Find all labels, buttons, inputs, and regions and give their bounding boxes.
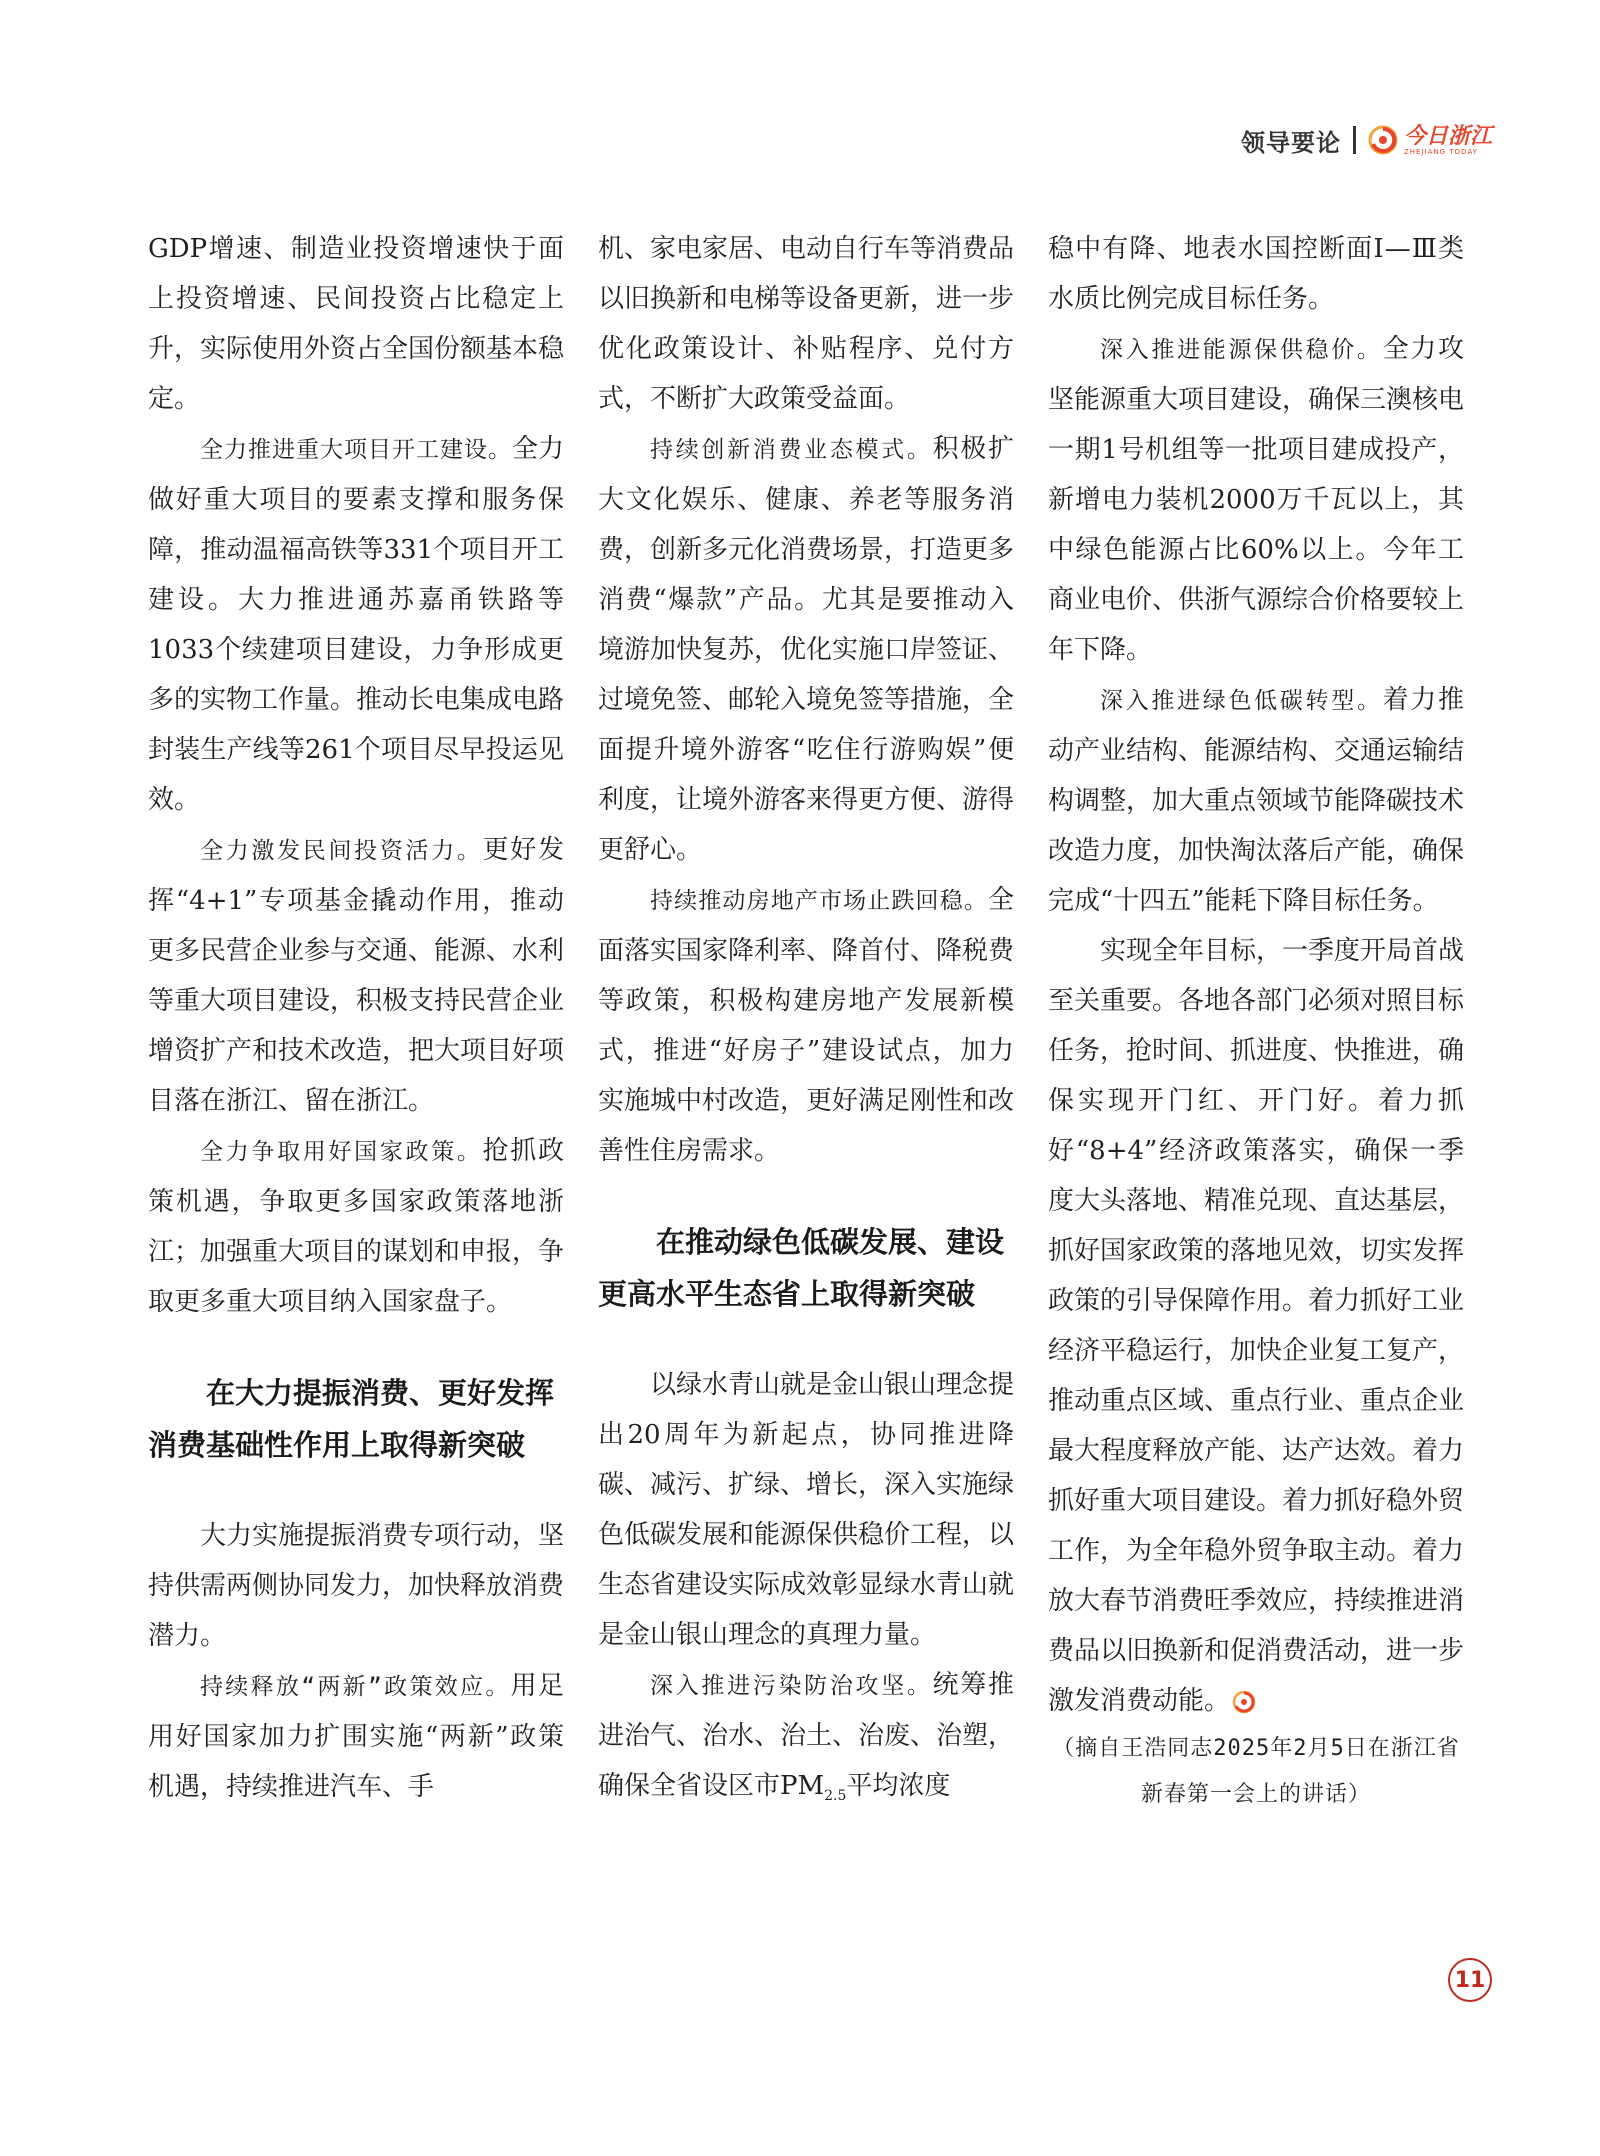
paragraph: 机、家电家居、电动自行车等消费品以旧换新和电梯等设备更新，进一步优化政策设计、补贴程序、兑付方式，不断扩大政策受益面。 [598, 234, 1015, 414]
paragraph: 深入推进污染防治攻坚。统筹推进治气、治水、治土、治废、治塑，确保全省设区市$PM_{2.5}$平均浓度 [598, 1670, 1015, 1805]
paragraph: 全力推进重大项目开工建设。全力做好重大项目的要素支撑和服务保障，推动温福高铁等331个项目开工建设。大力推进通苏嘉甬铁路等1033个续建项目建设，力争形成更多的实物工作量。推动长电集成电路封装生产线等261个项目尽早投运见效。 [148, 434, 565, 815]
paragraph: 实现全年目标，一季度开局首战至关重要。各地各部门必须对照目标任务，抢时间、抓进度、快推进，确保实现开门红、开门好。着力抓好“8+4”经济政策落实，确保一季度大头落地、精准兑现、直达基层，抓好国家政策的落地见效，切实发挥政策的引导保障作用。着力抓好工业经济平稳运行，加快企业复工复产，推动重点区域、重点行业、重点企业最大程度释放产能、达产达效。着力抓好重大项目建设。着力抓好稳外贸工作，为全年稳外贸争取主动。着力放大春节消费旺季效应，持续推进消费品以旧换新和促消费活动，进一步激发消费动能。 [1048, 936, 1465, 1716]
brand-name-en: ZHEJIANG TODAY [1403, 147, 1478, 156]
paragraph-lead: 持续创新消费业态模式。 [650, 437, 933, 463]
paragraph: 以绿水青山就是金山银山理念提出20周年为新起点，协同推进降碳、减污、扩绿、增长，深入实施绿色低碳发展和能源保供稳价工程，以生态省建设实际成效彰显绿水青山就是金山银山理念的真理力量。 [598, 1370, 1015, 1650]
paragraph: 深入推进绿色低碳转型。着力推动产业结构、能源结构、交通运输结构调整，加大重点领域节能降碳技术改造力度，加快淘汰落后产能，确保完成“十四五”能耗下降目标任务。 [1048, 685, 1465, 916]
brand-name: 今日浙江 [1403, 122, 1492, 149]
paragraph: 稳中有降、地表水国控断面Ⅰ—Ⅲ类水质比例完成目标任务。 [1048, 234, 1464, 314]
paragraph-lead: 深入推进能源保供稳价。 [1100, 337, 1383, 363]
paragraph-lead: 持续释放“两新”政策效应。 [200, 1674, 511, 1700]
column-1 [148, 224, 564, 1812]
paragraph-lead: 深入推进污染防治攻坚。 [650, 1673, 933, 1699]
swirl-logo-icon [1368, 125, 1398, 155]
paragraph: 持续推动房地产市场止跌回稳。全面落实国家降利率、降首付、降税费等政策，积极构建房地产发展新模式，推进“好房子”建设试点，加力实施城中村改造，更好满足刚性和改善性住房需求。 [598, 885, 1015, 1166]
column-3 [1048, 224, 1464, 1818]
section-name: 领导要论 [1240, 128, 1341, 157]
paragraph: 深入推进能源保供稳价。全力攻坚能源重大项目建设，确保三澳核电一期1号机组等一批项目建成投产，新增电力装机2000万千瓦以上，其中绿色能源占比60%以上。今年工商业电价、供浙气源综合价格要较上年下降。 [1048, 334, 1465, 665]
paragraph: 持续创新消费业态模式。积极扩大文化娱乐、健康、养老等服务消费，创新多元化消费场景，打造更多消费“爆款”产品。尤其是要推动入境游加快复苏，优化实施口岸签证、过境免签、邮轮入境免签等措施，全面提升境外游客“吃住行游购娱”便利度，让境外游客来得更方便、游得更舒心。 [598, 434, 1015, 865]
paragraph: GDP增速、制造业投资增速快于面上投资增速、民间投资占比稳定上升，实际使用外资占全国份额基本稳定。 [148, 234, 565, 414]
paragraph: 持续释放“两新”政策效应。用足用好国家加力扩围实施“两新”政策机遇，持续推进汽车、手 [148, 1671, 564, 1802]
paragraph-lead: 全力争取用好国家政策。 [200, 1139, 483, 1165]
paragraph-lead: 持续推动房地产市场止跌回稳。 [650, 888, 988, 914]
column-2 [598, 224, 1014, 1821]
end-mark-icon [1232, 1690, 1256, 1714]
section-heading: 在推动绿色低碳发展、建设 更高水平生态省上取得新突破 [598, 1225, 1005, 1311]
brand-logo [1368, 122, 1492, 156]
page-header [1241, 118, 1492, 162]
paragraph: 全力争取用好国家政策。抢抓政策机遇，争取更多国家政策落地浙江；加强重大项目的谋划和申报，争取更多重大项目纳入国家盘子。 [148, 1136, 565, 1317]
paragraph-lead: 全力推进重大项目开工建设。 [200, 437, 512, 463]
section-heading: 在大力提振消费、更好发挥 消费基础性作用上取得新突破 [148, 1376, 555, 1462]
paragraph: 全力激发民间投资活力。更好发挥“4+1”专项基金撬动作用，推动更多民营企业参与交通、能源、水利等重大项目建设，积极支持民营企业增资扩产和技术改造，把大项目好项目落在浙江、留在浙江。 [148, 835, 565, 1116]
paragraph: 大力实施提振消费专项行动，坚持供需两侧协同发力，加快释放消费潜力。 [148, 1521, 565, 1651]
paragraph-lead: 全力激发民间投资活力。 [200, 838, 483, 864]
header-divider [1353, 126, 1356, 154]
page-number: 11 [1448, 1958, 1492, 2002]
source-note: （摘自王浩同志2025年2月5日在浙江省新春第一会上的讲话） [1052, 1736, 1460, 1807]
paragraph-lead: 深入推进绿色低碳转型。 [1100, 688, 1383, 714]
